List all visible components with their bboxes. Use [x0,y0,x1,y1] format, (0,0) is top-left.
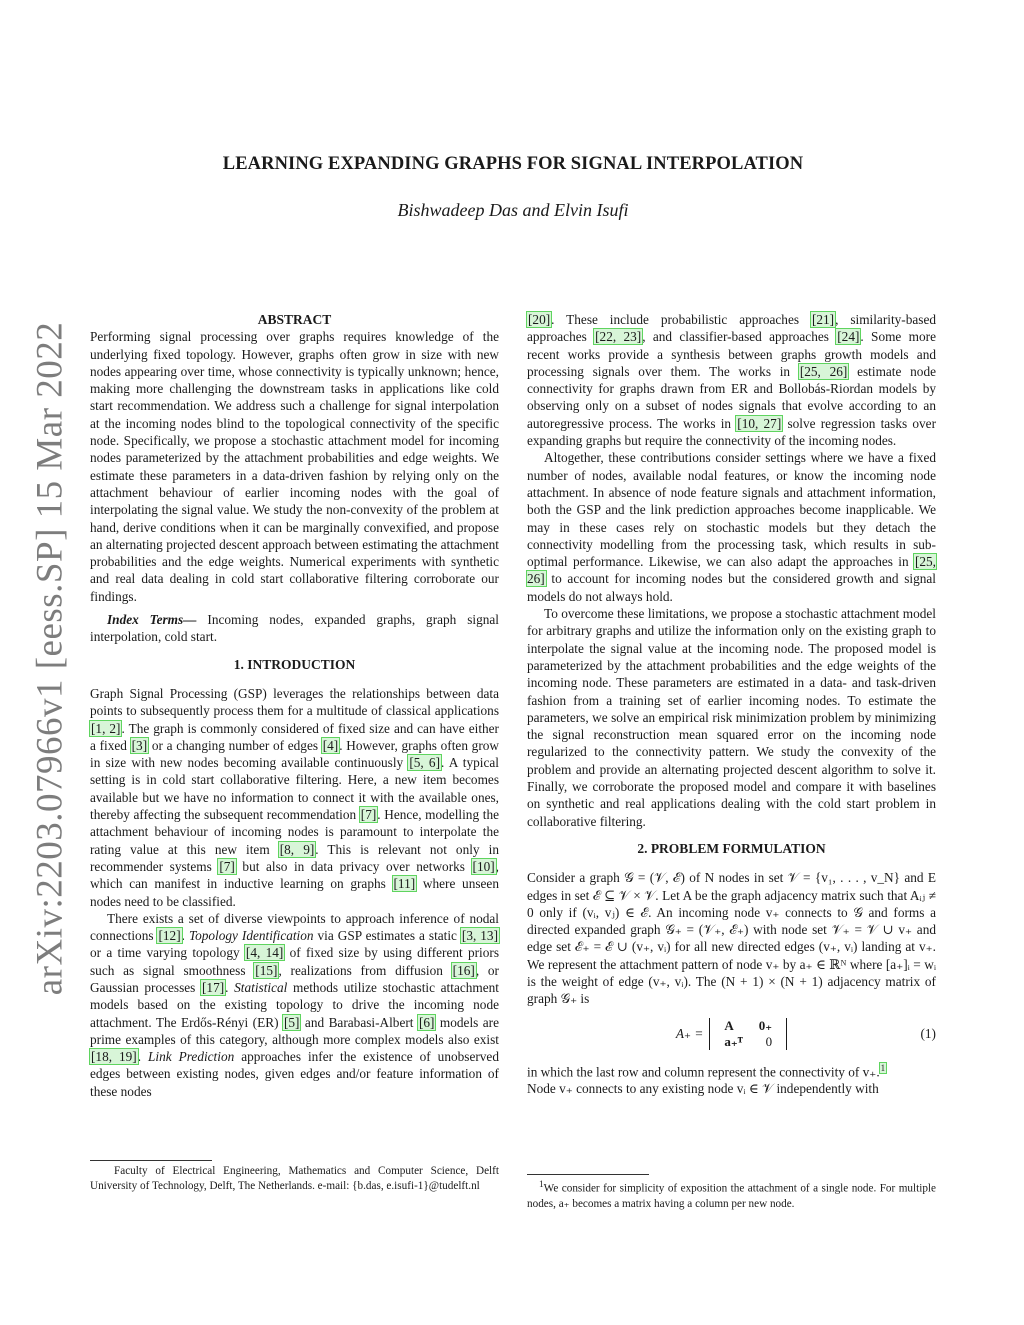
abstract-body: Performing signal processing over graphs requires knowledge of the underlying fixed topology. However, graphs often grow in size with new nodes appearing over time, whose connectivity is typically unknown; hence, making more challenging the downstream tasks in applications like cold start recommendation. We address such a challenge for signal interpolation at the incoming nodes blind to the topological connectivity of the specific node. Specifically, we propose a stochastic attachment model for incoming nodes parameterized by the attachment probabilities and edge weights. We estimate these parameters in a data-driven fashion by relying only on the attachment behaviour of earlier incoming nodes with the goal of interpolating the signal value. We study the non-convexity of the problem at hand, derive conditions when it can be marginally convexified, and propose an alternating projected descent approach between estimating the attachment probabilities and the edge weights. Numerical experiments with synthetic and real data dealing in cold start collaborative filtering corroborate our findings. [90,329,499,604]
problem-paragraph-1: Consider a graph 𝒢 = (𝒱, ℰ) of N nodes in set 𝒱 = {v₁, . . . , v_N} and E edges in set ℰ ⊆ 𝒱 × 𝒱. Let A be the graph adjacency matrix such that Aᵢⱼ ≠ 0 only if (vᵢ, vⱼ) ∈ ℰ. An incoming node v₊ connects to 𝒢 and forms a directed expanded graph 𝒢₊ = (𝒱₊, ℰ₊) with node set 𝒱₊ = 𝒱 ∪ v₊ and edge set ℰ₊ = ℰ ∪ (v₊, vᵢ) for all new directed edges (v₊, vᵢ) landing at v₊. We represent the attachment pattern of node v₊ by a₊ ∈ ℝᴺ where [a₊]ᵢ = wᵢ is the weight of edge (v₊, vᵢ). The (N + 1) × (N + 1) adjacency matrix of graph 𝒢₊ is [527,870,936,1007]
citation-link[interactable]: [18, 19] [91,1049,137,1065]
left-column [90,311,499,1100]
paper-title: LEARNING EXPANDING GRAPHS FOR SIGNAL INTERPOLATION [222,154,804,174]
index-terms-label: Index Terms— [107,612,197,628]
intro-paragraph-1: Graph Signal Processing (GSP) leverages the relationships between data points to subsequently process them for a multitude of classical applications [1, 2]. The graph is commonly considered of fixed size and can have either a fixed [3] or a changing number of edges [4]. However, graphs often grow in size with new nodes becoming available continuously [5, 6]. A typical setting is in cold start collaborative filtering. Here, a new item becomes available but we have no information to connect it with the available ones, thereby affecting the subsequent recommendation [7]. Hence, modelling the attachment behaviour of incoming nodes is paramount to interpolate the rating value at this new item [8, 9]. This is relevant not only in recommender systems [7] but also in data privacy over networks [10], which can manifest in inductive learning on graphs [11] where unseen nodes need to be classified. [90,685,499,909]
right-footnote-rule [527,1174,649,1175]
exposition-footnote: $^1$We consider for simplicity of exposition the attachment of a single node. For multiple nodes, a₊ becomes a matrix having a column per new node. [527,1180,936,1210]
citation-link[interactable]: [21] [811,312,835,327]
citation-link[interactable]: [10] [472,858,495,874]
citation-link[interactable]: [5] [283,1014,300,1030]
citation-link[interactable]: [25, 26] [799,363,848,379]
problem-paragraph-2: in which the last row and column represent the connectivity of v₊.$^1$ [527,1062,886,1079]
citation-link[interactable]: [7] [360,807,377,823]
affiliation-footnote: Faculty of Electrical Engineering, Mathematics and Computer Science, Delft University of Technology, Delft, The Netherlands. e-mail: {b.das, e.isufi-1}@tudelft.nl [90,1165,499,1192]
footnote-marker: 1 [539,1180,544,1190]
citation-link[interactable]: [4, 14] [245,945,284,961]
equation-1 [527,1014,936,1054]
footnote-link[interactable]: 1 [880,1062,886,1073]
altogether-paragraph: Altogether, these contributions consider settings where we have a fixed number of nodes, available nodal features, or know the incoming node attachment. In absence of node feature signals and attachment information, both the GSP and the link prediction approaches become inapplicable. We may in these cases rely on stochastic models but they detach the connectivity modelling from the processing task, which results in sub-optimal performance. Likewise, we can also adapt the approaches in [25, 26] to account for incoming nodes but the considered growth and signal models do not always hold. [527,450,936,604]
index-terms-text: Incoming nodes, expanded graphs, graph signal interpolation, cold start. [90,612,500,645]
problem-heading: 2. PROBLEM FORMULATION [637,840,826,856]
citation-link[interactable]: [4] [322,737,339,753]
abstract-heading: ABSTRACT [257,312,332,327]
arxiv-sidebar-stamp [20,322,80,994]
equation-lhs: A₊ = [675,1025,704,1041]
equation-matrix [709,1018,787,1050]
citation-link[interactable]: [7] [219,858,235,874]
left-footnote-rule [90,1160,212,1161]
citation-link[interactable]: [11] [393,876,416,892]
related-work-paragraph: [20]. These include probabilistic approaches [21], similarity-based approaches [22, 23], and classifier-based approaches [24]. Some more recent works provide a synthesis between graphs growth models and processing signals over them. The works in [25, 26] estimate node connectivity for graphs drawn from ER and Bollobás-Riordan models by observing only on a subset of nodes signals that evolve according to an autoregressive process. The works in [10, 27] solve regression tasks over expanding graphs but require the connectivity of the incoming nodes. [527,312,936,449]
equation-number: (1) [920,1025,936,1041]
citation-link[interactable]: [1, 2] [91,720,121,736]
paper-authors: Bishwadeep Das and Elvin Isufi [397,200,629,220]
citation-link[interactable]: [10, 27] [737,415,782,431]
index-terms [90,611,499,646]
citation-link[interactable]: [12] [158,928,181,944]
matrix-entry: A [724,1017,734,1033]
citation-link[interactable]: [15] [255,962,278,978]
arxiv-identifier: arXiv:2203.07966v1 [eess.SP] 15 Mar 2022 [29,321,71,995]
problem-paragraph-3: Node v₊ connects to any existing node vᵢ ∈ 𝒱 independently with [527,1081,879,1097]
citation-link[interactable]: [16] [452,962,475,978]
citation-link[interactable]: [22, 23] [595,329,642,345]
intro-heading: 1. INTRODUCTION [233,656,356,672]
contribution-paragraph: To overcome these limitations, we propose a stochastic attachment model for arbitrary graphs and utilize the information only on the existing graph to interpolate the signal value at the incoming node. The proposed model is parameterized by the attachment probabilities and the edge weights of the incoming node. These parameters are estimated in a data- and task-driven fashion from a training set of earlier incoming nodes. To estimate the parameters, we solve an empirical risk minimization problem by minimizing the signal reconstruction mean squared error on the incoming node regularized to the connectivity pattern. We study the convexity of the problem and provide an alternating projected descent algorithm to solve it. Finally, we corroborate the proposed model and compare it with baselines on synthetic and real applications dealing with the cold start problem in collaborative filtering. [527,606,936,829]
matrix-entry: a₊ᵀ [724,1033,743,1049]
citation-link[interactable]: [3, 13] [461,928,499,944]
citation-link[interactable]: [24] [837,329,860,345]
citation-link[interactable]: [17] [202,979,225,995]
matrix-entry: 0 [765,1033,773,1049]
intro-paragraph-2: There exists a set of diverse viewpoints to approach inference of nodal connections [12]. Topology Identification via GSP estimates a static [3, 13] or a time varying topology [4, 14] of fixed size by using different priors such as signal smoothness [15], realizations from diffusion [16], or Gaussian processes [17]. Statistical methods utilize stochastic attachment models based on the existing topology to drive the incoming node attachment. The Erdős-Rényi (ER) [5] and Barabasi-Albert [6] models are prime examples of this category, although more complex models also exist [18, 19]. Link Prediction approaches infer the existence of unobserved edges between existing nodes, given edges and/or feature information of these nodes [90,910,499,1099]
citation-link[interactable]: [5, 6] [409,755,440,771]
matrix-entry: 0₊ [758,1017,773,1033]
citation-link[interactable]: [3] [131,737,148,753]
citation-link[interactable]: [8, 9] [279,841,315,857]
right-column [527,311,936,1098]
citation-link[interactable]: [6] [418,1014,435,1030]
citation-link[interactable]: [25, 26] [527,554,936,587]
citation-link[interactable]: [20] [528,312,551,327]
